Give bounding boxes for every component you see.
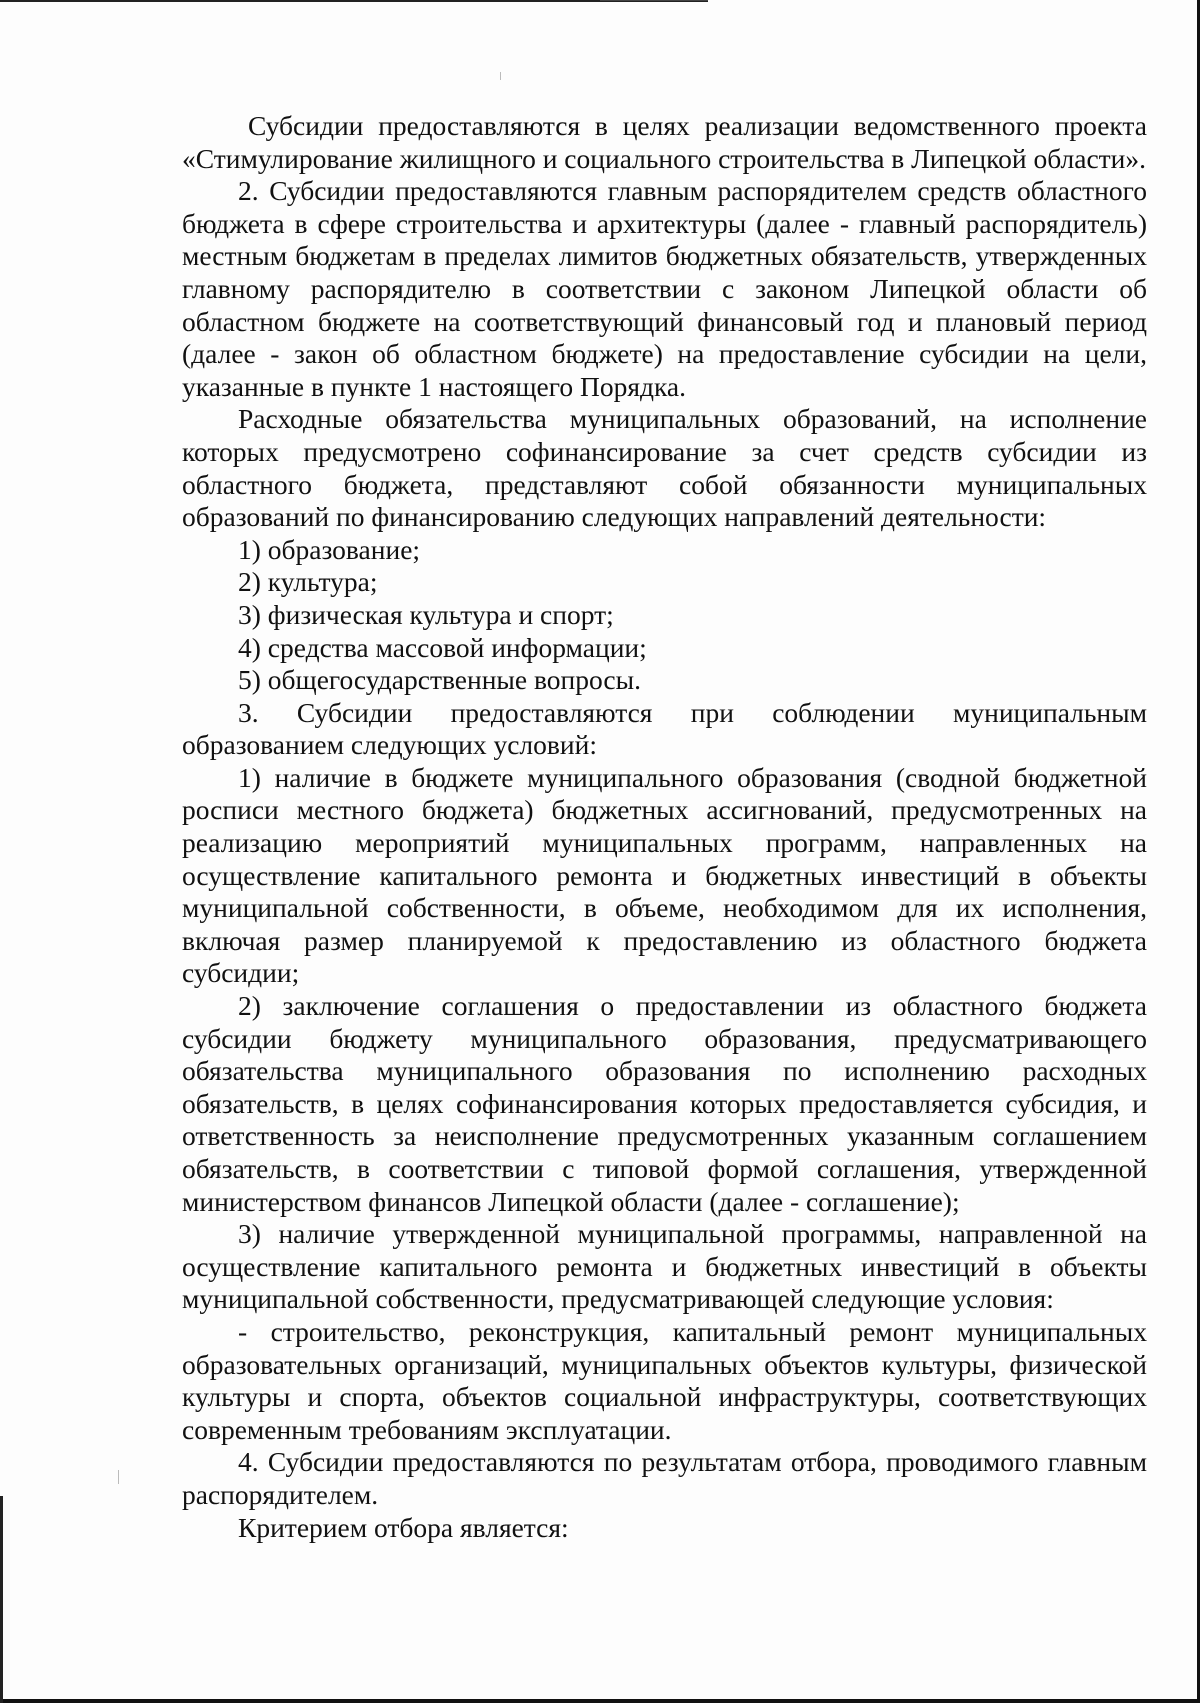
scan-edge-top-segment	[600, 0, 708, 1]
condition-1-budget: 1) наличие в бюджете муниципального образования (сводной бюджетной росписи местного бюджета) бюджетных ассигнований, предусмотренных на реализацию мероприятий муниципальных программ, направленных на осуществление капитального ремонта и бюджетных инвестиций в объекты муниципальной собственности, в объеме, необходимом для их исполнения, включая размер планируемой к предоставлению из областного бюджета субсидии;	[182, 761, 1147, 989]
list-item-media: 4) средства массовой информации;	[238, 631, 647, 663]
condition-3-detail: - строительство, реконструкция, капитальный ремонт муниципальных образовательных организаций, муниципальных объектов культуры, физической культуры и спорта, объектов социальной инфраструктуры, соответствующих современным требованиям эксплуатации.	[182, 1315, 1147, 1445]
paragraph-selection-criterion: Критерием отбора является:	[238, 1511, 569, 1543]
scan-edge-bottom	[0, 1699, 1200, 1703]
document-body	[182, 110, 1147, 1544]
paragraph-point-3: 3. Субсидии предоставляются при соблюдении муниципальным образованием следующих условий:	[182, 696, 1147, 761]
condition-3-program: 3) наличие утвержденной муниципальной программы, направленной на осуществление капитального ремонта и бюджетных инвестиций в объекты муниципальной собственности, предусматривающей следующие условия:	[182, 1218, 1147, 1315]
list-item-education: 1) образование;	[238, 533, 421, 565]
scan-speck	[500, 72, 501, 80]
scan-edge-left	[0, 1496, 3, 1703]
condition-2-agreement: 2) заключение соглашения о предоставлении из областного бюджета субсидии бюджету муниципального образования, предусматривающего обязательства муниципального образования по исполнению расходных обязательств, в целях софинансирования которых предоставляется субсидия, и ответственность за неисполнение предусмотренных указанным соглашением обязательств, в соответствии с типовой формой соглашения, утвержденной министерством финансов Липецкой области (далее - соглашение);	[182, 990, 1147, 1217]
paragraph-point-4: 4. Субсидии предоставляются по результатам отбора, проводимого главным распорядителем.	[182, 1446, 1147, 1510]
paragraph-subsidy-purpose: Субсидии предоставляются в целях реализации ведомственного проекта «Стимулирование жилищного и социального строительства в Липецкой области».	[182, 110, 1147, 174]
scan-speck	[118, 1470, 119, 1484]
list-item-culture: 2) культура;	[238, 566, 378, 598]
list-item-sport: 3) физическая культура и спорт;	[238, 598, 614, 630]
paragraph-expense-obligations: Расходные обязательства муниципальных образований, на исполнение которых предусмотрено софинансирование за счет средств субсидии из областного бюджета, представляют собой обязанности муниципальных образований по финансированию следующих направлений деятельности:	[182, 403, 1147, 533]
paragraph-point-2: 2. Субсидии предоставляются главным распорядителем средств областного бюджета в сфере строительства и архитектуры (далее - главный распорядитель) местным бюджетам в пределах лимитов бюджетных обязательств, утвержденных главному распорядителю в соответствии с законом Липецкой области об областном бюджете на соответствующий финансовый год и плановый период (далее - закон об областном бюджете) на предоставление субсидии на цели, указанные в пункте 1 настоящего Порядка.	[182, 175, 1147, 402]
list-item-general-issues: 5) общегосударственные вопросы.	[238, 664, 641, 696]
